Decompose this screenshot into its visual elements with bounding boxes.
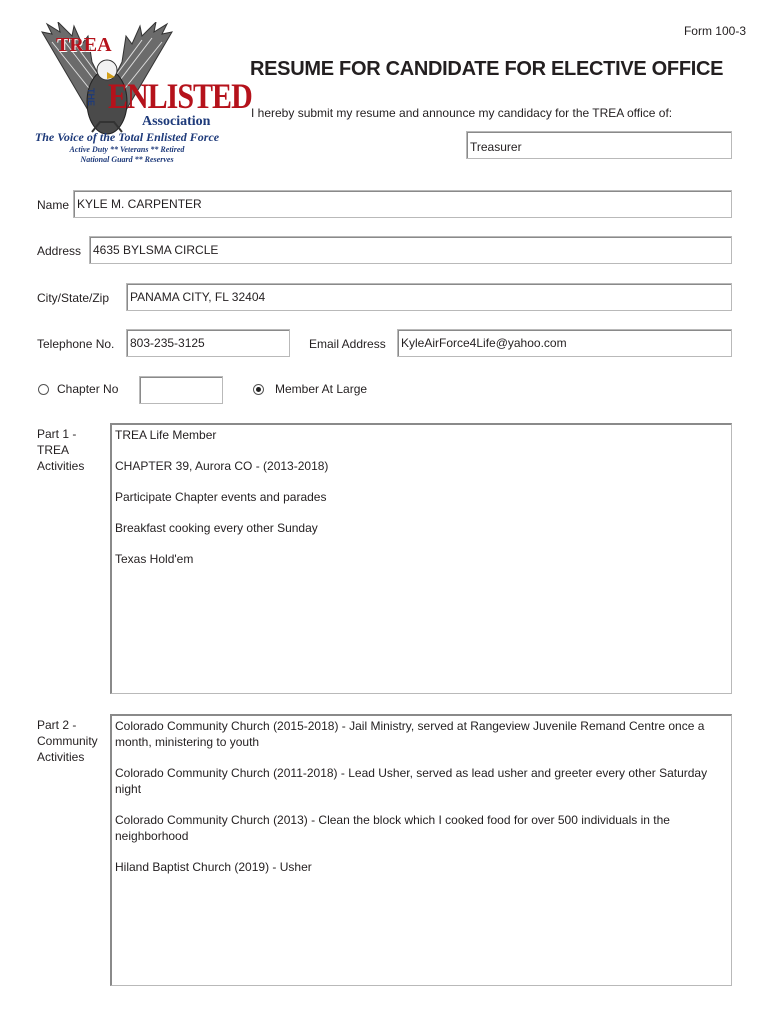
trea-logo bbox=[22, 22, 252, 167]
office-field[interactable]: Treasurer bbox=[466, 131, 732, 159]
logo-association-text: Association bbox=[142, 114, 211, 129]
logo-enlisted-text: ENLISTED bbox=[108, 76, 252, 117]
logo-line3: National Guard ** Reserves bbox=[80, 155, 174, 164]
part2-entry: Hiland Baptist Church (2019) - Usher bbox=[115, 860, 312, 874]
name-label: Name bbox=[37, 198, 70, 212]
email-label: Email Address bbox=[309, 337, 386, 351]
part2-label bbox=[37, 717, 98, 765]
part1-label-line3: Activities bbox=[37, 459, 85, 473]
telephone-label: Telephone No. bbox=[37, 337, 115, 351]
name-field[interactable]: KYLE M. CARPENTER bbox=[73, 190, 732, 218]
logo-tagline: The Voice of the Total Enlisted Force bbox=[34, 130, 220, 144]
part1-activities-field[interactable] bbox=[110, 423, 732, 694]
part1-entry: Participate Chapter events and parades bbox=[115, 490, 327, 504]
part2-label-line3: Activities bbox=[37, 750, 85, 764]
part2-activities-field[interactable] bbox=[110, 714, 732, 986]
form-number: Form 100-3 bbox=[683, 24, 746, 38]
part1-label-line1: Part 1 - bbox=[37, 427, 77, 441]
part1-entry: Breakfast cooking every other Sunday bbox=[115, 521, 318, 535]
chapter-label: Chapter No bbox=[57, 382, 119, 396]
part1-label bbox=[37, 426, 84, 474]
logo-the-text: THE bbox=[86, 88, 96, 106]
part1-entry: Texas Hold'em bbox=[115, 552, 194, 566]
intro-text: I hereby submit my resume and announce my candidacy for the TREA office of: bbox=[251, 106, 673, 120]
part2-label-line2: Community bbox=[37, 734, 98, 748]
member-at-large-label: Member At Large bbox=[275, 382, 368, 396]
chapter-number-field[interactable] bbox=[139, 376, 223, 404]
chapter-radio[interactable] bbox=[38, 384, 49, 395]
part2-entry: Colorado Community Church (2015-2018) - Jail Ministry, served at Rangeview Juvenile Remand Centre once a month, ministering to youth bbox=[115, 719, 705, 749]
city-state-zip-field[interactable]: PANAMA CITY, FL 32404 bbox=[126, 283, 732, 311]
telephone-field[interactable]: 803-235-3125 bbox=[126, 329, 290, 357]
part1-label-line2: TREA bbox=[37, 443, 70, 457]
part2-entry: Colorado Community Church (2011-2018) - Lead Usher, served as lead usher and greeter every other Saturday night bbox=[115, 766, 708, 796]
page-title: RESUME FOR CANDIDATE FOR ELECTIVE OFFICE bbox=[250, 58, 724, 80]
logo-trea-text: TREA bbox=[56, 34, 112, 56]
part1-entry: TREA Life Member bbox=[115, 428, 217, 442]
part2-entry: Colorado Community Church (2013) - Clean the block which I cooked food for over 500 individuals in the neighborhood bbox=[115, 813, 670, 843]
address-field[interactable]: 4635 BYLSMA CIRCLE bbox=[89, 236, 732, 264]
address-label: Address bbox=[37, 244, 82, 258]
member-at-large-radio[interactable] bbox=[253, 384, 264, 395]
email-field[interactable]: KyleAirForce4Life@yahoo.com bbox=[397, 329, 732, 357]
logo-line2: Active Duty ** Veterans ** Retired bbox=[69, 145, 185, 154]
part2-label-line1: Part 2 - bbox=[37, 718, 77, 732]
city-label: City/State/Zip bbox=[37, 291, 110, 305]
part1-entry: CHAPTER 39, Aurora CO - (2013-2018) bbox=[115, 459, 329, 473]
